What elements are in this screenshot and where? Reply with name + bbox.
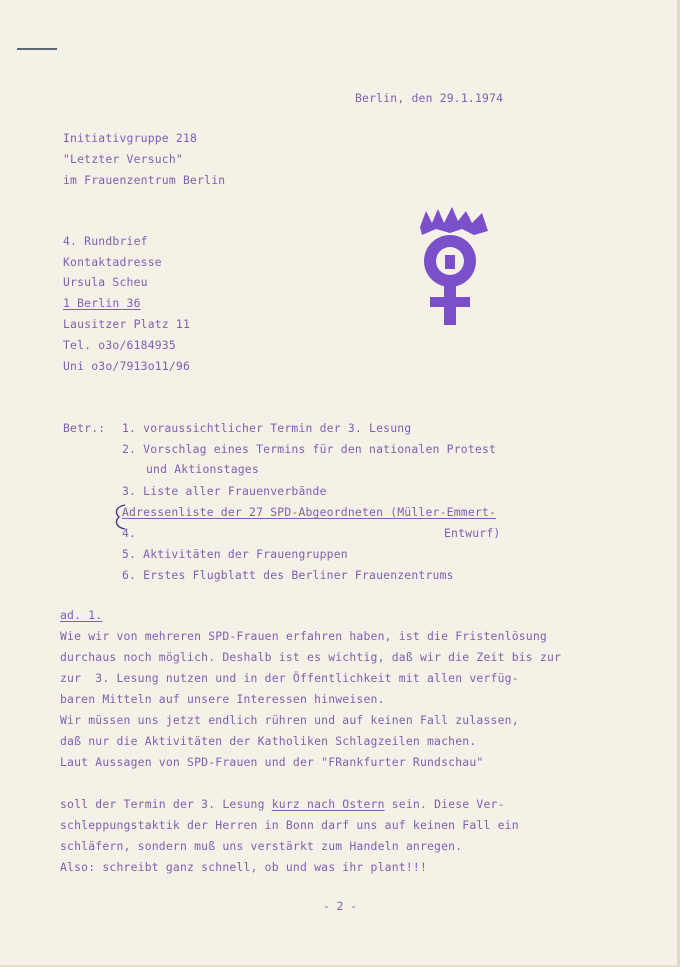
contact-uni: Uni o3o/7913o11/96	[63, 359, 191, 373]
body-line: daß nur die Aktivitäten der Katholiken Schlagzeilen machen.	[60, 734, 477, 748]
contact-tel: Tel. o3o/6184935	[63, 338, 176, 352]
corner-mark	[17, 48, 57, 50]
contact-label: Kontaktadresse	[63, 255, 162, 269]
date-line: Berlin, den 29.1.1974	[355, 91, 504, 105]
section-heading: ad. 1.	[60, 608, 103, 622]
body-line: baren Mitteln auf unsere Interessen hinweisen.	[60, 692, 385, 706]
body-line: Laut Aussagen von SPD-Frauen und der "FRankfurter Rundschau"	[60, 755, 484, 769]
subject-item: 4.	[122, 526, 137, 540]
handwritten-brace-mark	[113, 503, 127, 531]
body-line: zur 3. Lesung nutzen und in der Öffentlichkeit mit allen verfüg-	[60, 671, 519, 685]
body-line: Wir müssen uns jetzt endlich rühren und auf keinen Fall zulassen,	[60, 713, 519, 727]
women-movement-stamp	[412, 205, 494, 329]
rundbrief-number: 4. Rundbrief	[63, 234, 148, 248]
body-line: Also: schreibt ganz schnell, ob und was ihr plant!!!	[60, 860, 428, 874]
subject-item: 6. Erstes Flugblatt des Berliner Frauenzentrums	[122, 568, 454, 582]
sender-line-2: "Letzter Versuch"	[63, 152, 183, 166]
body-line: schläfern, sondern muß uns verstärkt zum Handeln anregen.	[60, 839, 463, 853]
subject-item: 5. Aktivitäten der Frauengruppen	[122, 547, 348, 561]
subject-item: Entwurf)	[444, 526, 501, 540]
body-text: sein. Diese Ver-	[384, 797, 505, 811]
subject-item: 2. Vorschlag eines Termins für den nationalen Protest	[122, 442, 497, 456]
sender-line-1: Initiativgruppe 218	[63, 131, 198, 145]
body-line: schleppungstaktik der Herren in Bonn darf uns auf keinen Fall ein	[60, 818, 519, 832]
subject-item: und Aktionstages	[146, 462, 259, 476]
contact-street: Lausitzer Platz 11	[63, 317, 191, 331]
contact-name: Ursula Scheu	[63, 275, 148, 289]
sender-line-3: im Frauenzentrum Berlin	[63, 173, 226, 187]
page-number: - 2 -	[322, 899, 358, 913]
subject-item: Adressenliste der 27 SPD-Abgeordneten (Müller-Emmert-	[122, 505, 497, 519]
subject-label: Betr.:	[63, 421, 106, 435]
body-line: durchaus noch möglich. Deshalb ist es wichtig, daß wir die Zeit bis zur	[60, 650, 562, 664]
body-line: Wie wir von mehreren SPD-Frauen erfahren haben, ist die Fristenlösung	[60, 629, 547, 643]
body-line	[60, 797, 505, 811]
subject-item: 1. voraussichtlicher Termin der 3. Lesung	[122, 421, 412, 435]
underlined-phrase: kurz nach Ostern	[271, 797, 385, 811]
body-text: soll der Termin der 3. Lesung	[60, 797, 272, 811]
contact-district: 1 Berlin 36	[63, 296, 141, 310]
subject-item: 3. Liste aller Frauenverbände	[122, 484, 327, 498]
